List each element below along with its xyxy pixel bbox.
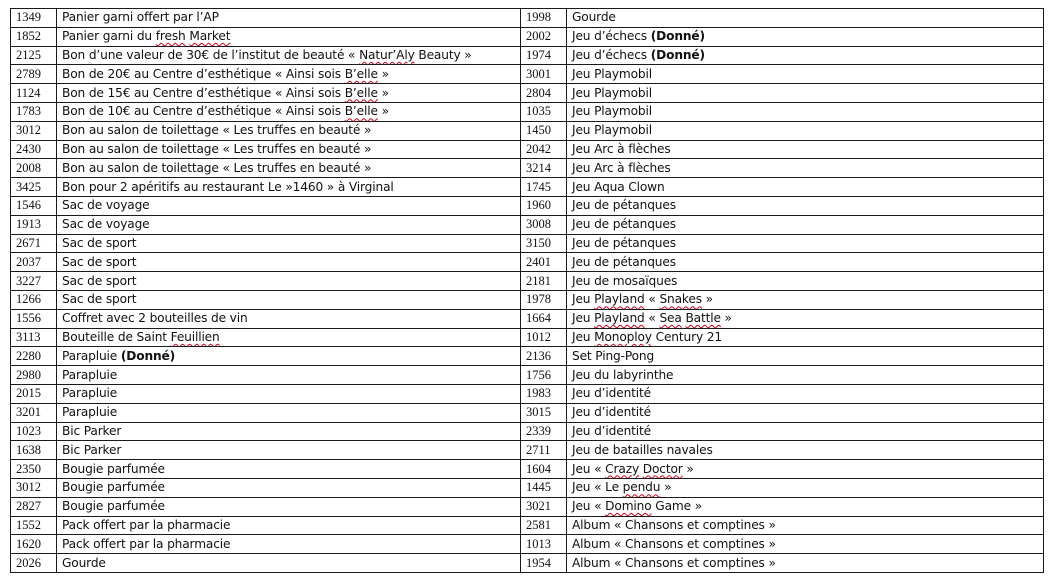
- item-text: Sac de sport: [62, 273, 137, 288]
- lot-description: [567, 215, 1044, 234]
- spellcheck-mark: B’elle: [344, 85, 378, 100]
- lot-description: [57, 347, 521, 366]
- table-row: [11, 497, 1044, 516]
- item-text: Sac de voyage: [62, 217, 150, 232]
- lot-number: 1556: [11, 309, 57, 328]
- lot-description: [567, 422, 1044, 441]
- spellcheck-mark: pendu: [622, 480, 661, 495]
- item-text: Jeu Arc à flèches: [572, 160, 671, 175]
- item-text: Parapluie: [62, 386, 118, 401]
- lot-number: 2804: [521, 84, 567, 103]
- item-text: Jeu d’échecs: [572, 29, 647, 44]
- lot-number: 3227: [11, 272, 57, 291]
- item-text: Jeu de pétanques: [572, 217, 676, 232]
- spellcheck-mark: Snakes: [659, 292, 702, 307]
- lot-description: [57, 65, 521, 84]
- lot-description: [567, 9, 1044, 28]
- lot-number: 2581: [521, 516, 567, 535]
- lot-number: 2350: [11, 460, 57, 479]
- item-text: Parapluie: [62, 367, 118, 382]
- spellcheck-mark: Battle: [685, 311, 721, 326]
- item-text: Jeu de pétanques: [572, 235, 676, 250]
- item-text: Bougie parfumée: [62, 461, 165, 476]
- lot-number: 2125: [11, 46, 57, 65]
- lot-number: 1450: [521, 121, 567, 140]
- item-text: Sac de sport: [62, 292, 137, 307]
- lot-description: [57, 140, 521, 159]
- given-tag: (Donné): [650, 29, 705, 44]
- item-text: Bon au salon de toilettage « Les truffes en beauté »: [62, 141, 372, 156]
- lot-number: 3201: [11, 403, 57, 422]
- spellcheck-mark: B’elle: [344, 66, 378, 81]
- table-row: [11, 347, 1044, 366]
- item-text: Bic Parker: [62, 442, 122, 457]
- lot-number: 1983: [521, 384, 567, 403]
- lot-description: [567, 366, 1044, 385]
- item-text: Panier garni offert par l’AP: [62, 10, 219, 25]
- lot-number: 1913: [11, 215, 57, 234]
- item-text: Gourde: [572, 10, 616, 25]
- lot-description: [567, 253, 1044, 272]
- lot-number: 1604: [521, 460, 567, 479]
- item-text: Jeu de pétanques: [572, 198, 676, 213]
- spellcheck-mark: Domino: [605, 499, 652, 514]
- lot-number: 3008: [521, 215, 567, 234]
- spellcheck-mark: Doctor: [642, 461, 683, 476]
- lot-number: 2430: [11, 140, 57, 159]
- item-text: Bic Parker: [62, 423, 122, 438]
- lot-description: [567, 234, 1044, 253]
- lot-description: [57, 366, 521, 385]
- table-row: [11, 290, 1044, 309]
- lot-description: [567, 347, 1044, 366]
- lot-number: 3150: [521, 234, 567, 253]
- item-text: Bon de 15€ au Centre d’esthétique « Ainsi sois B’elle »: [62, 85, 389, 100]
- item-text: Pack offert par la pharmacie: [62, 517, 231, 532]
- table-row: [11, 516, 1044, 535]
- lot-number: 1035: [521, 102, 567, 121]
- lot-description: [57, 478, 521, 497]
- lot-description: [567, 460, 1044, 479]
- item-text: Bon de 10€ au Centre d’esthétique « Ainsi sois B’elle »: [62, 104, 389, 119]
- lot-number: 1852: [11, 27, 57, 46]
- lot-description: [567, 65, 1044, 84]
- item-text: Jeu Aqua Clown: [572, 179, 665, 194]
- lot-number: 2002: [521, 27, 567, 46]
- lot-number: 1978: [521, 290, 567, 309]
- lot-description: [57, 290, 521, 309]
- lot-number: 2789: [11, 65, 57, 84]
- lot-description: [567, 384, 1044, 403]
- spellcheck-mark: Market: [189, 29, 231, 44]
- lot-number: 1552: [11, 516, 57, 535]
- item-text: Panier garni du fresh Market: [62, 29, 231, 44]
- lot-number: 1012: [521, 328, 567, 347]
- lot-number: 1756: [521, 366, 567, 385]
- table-row: [11, 554, 1044, 573]
- spellcheck-mark: Feuillien: [170, 329, 220, 344]
- item-text: Jeu Playmobil: [572, 85, 652, 100]
- spellcheck-mark: Crazy: [605, 461, 640, 476]
- item-text: Jeu « Domino Game »: [572, 499, 703, 514]
- lot-description: [57, 497, 521, 516]
- lot-description: [567, 159, 1044, 178]
- table-row: [11, 403, 1044, 422]
- lot-description: [57, 159, 521, 178]
- lot-number: 2181: [521, 272, 567, 291]
- lot-description: [57, 384, 521, 403]
- table-row: [11, 422, 1044, 441]
- table-row: [11, 272, 1044, 291]
- lot-number: 3113: [11, 328, 57, 347]
- item-text: Album « Chansons et comptines »: [572, 517, 776, 532]
- item-text: Bougie parfumée: [62, 480, 165, 495]
- lot-number: 2026: [11, 554, 57, 573]
- spellcheck-mark: fresh: [155, 29, 186, 44]
- table-row: [11, 441, 1044, 460]
- lot-number: 2037: [11, 253, 57, 272]
- item-text: Jeu Playland « Snakes »: [572, 292, 713, 307]
- lot-number: 3012: [11, 478, 57, 497]
- table-row: [11, 178, 1044, 197]
- lot-number: 2280: [11, 347, 57, 366]
- item-text: Jeu d’identité: [572, 423, 651, 438]
- table-row: [11, 384, 1044, 403]
- table-row: [11, 196, 1044, 215]
- item-text: Parapluie: [62, 405, 118, 420]
- item-text: Jeu « Le pendu »: [572, 480, 672, 495]
- item-text: Jeu du labyrinthe: [572, 367, 674, 382]
- table-row: [11, 366, 1044, 385]
- lot-description: [57, 441, 521, 460]
- item-text: Bon de 20€ au Centre d’esthétique « Ainsi sois B’elle »: [62, 66, 389, 81]
- lot-number: 1664: [521, 309, 567, 328]
- lot-description: [567, 121, 1044, 140]
- lot-number: 1013: [521, 535, 567, 554]
- lot-description: [567, 27, 1044, 46]
- table-row: [11, 159, 1044, 178]
- table-row: [11, 253, 1044, 272]
- lot-description: [57, 234, 521, 253]
- lot-number: 3001: [521, 65, 567, 84]
- lot-description: [57, 516, 521, 535]
- lot-description: [57, 535, 521, 554]
- item-text: Sac de sport: [62, 235, 137, 250]
- prize-table-body: [11, 9, 1044, 573]
- lot-number: 3012: [11, 121, 57, 140]
- lot-number: 1546: [11, 196, 57, 215]
- lot-description: [567, 497, 1044, 516]
- lot-number: 2339: [521, 422, 567, 441]
- lot-number: 1266: [11, 290, 57, 309]
- table-row: [11, 46, 1044, 65]
- lot-number: 2671: [11, 234, 57, 253]
- lot-number: 3425: [11, 178, 57, 197]
- item-text: Jeu de batailles navales: [572, 442, 713, 457]
- lot-description: [57, 46, 521, 65]
- spellcheck-mark: B’elle: [344, 104, 378, 119]
- item-text: Bon au salon de toilettage « Les truffes en beauté »: [62, 160, 372, 175]
- lot-description: [57, 272, 521, 291]
- item-text: Jeu de pétanques: [572, 254, 676, 269]
- lot-number: 3214: [521, 159, 567, 178]
- lot-number: 2136: [521, 347, 567, 366]
- item-text: Album « Chansons et comptines »: [572, 555, 776, 570]
- lot-number: 2827: [11, 497, 57, 516]
- spellcheck-mark: Playland: [594, 292, 645, 307]
- lot-description: [567, 102, 1044, 121]
- spellcheck-mark: Sea: [659, 311, 682, 326]
- lot-description: [567, 478, 1044, 497]
- item-text: Parapluie: [62, 348, 118, 363]
- item-text: Jeu Monoploy Century 21: [572, 329, 722, 344]
- item-text: Jeu Playmobil: [572, 123, 652, 138]
- lot-number: 2042: [521, 140, 567, 159]
- lot-description: [57, 84, 521, 103]
- lot-number: 2980: [11, 366, 57, 385]
- table-row: [11, 215, 1044, 234]
- lot-number: 1124: [11, 84, 57, 103]
- given-tag: (Donné): [120, 348, 176, 363]
- table-row: [11, 328, 1044, 347]
- lot-number: 1445: [521, 478, 567, 497]
- lot-description: [57, 9, 521, 28]
- lot-number: 1960: [521, 196, 567, 215]
- lot-description: [567, 140, 1044, 159]
- lot-description: [567, 196, 1044, 215]
- lot-description: [567, 516, 1044, 535]
- table-row: [11, 234, 1044, 253]
- item-text: Coffret avec 2 bouteilles de vin: [62, 311, 248, 326]
- lot-number: 1783: [11, 102, 57, 121]
- lot-number: 2015: [11, 384, 57, 403]
- item-text: Jeu Playland « Sea Battle »: [572, 311, 732, 326]
- lot-description: [57, 328, 521, 347]
- table-row: [11, 65, 1044, 84]
- table-row: [11, 9, 1044, 28]
- table-row: [11, 121, 1044, 140]
- lot-description: [567, 441, 1044, 460]
- lot-description: [567, 554, 1044, 573]
- lot-description: [57, 215, 521, 234]
- given-tag: (Donné): [650, 47, 705, 62]
- spellcheck-mark: Natur’Aly: [359, 47, 415, 62]
- item-text: Set Ping-Pong: [572, 348, 655, 363]
- lot-number: 2711: [521, 441, 567, 460]
- lot-number: 3015: [521, 403, 567, 422]
- lot-description: [57, 309, 521, 328]
- item-text: Bon au salon de toilettage « Les truffes en beauté »: [62, 123, 372, 138]
- lot-number: 1620: [11, 535, 57, 554]
- table-row: [11, 478, 1044, 497]
- lot-description: [57, 253, 521, 272]
- lot-number: 2008: [11, 159, 57, 178]
- table-row: [11, 460, 1044, 479]
- lot-number: 1954: [521, 554, 567, 573]
- lot-number: 1023: [11, 422, 57, 441]
- spellcheck-mark: Monoploy: [594, 329, 652, 344]
- lot-description: [57, 403, 521, 422]
- lot-description: [57, 196, 521, 215]
- table-row: [11, 140, 1044, 159]
- item-text: Jeu Arc à flèches: [572, 141, 671, 156]
- item-text: Jeu d’identité: [572, 405, 651, 420]
- item-text: Jeu « Crazy Doctor »: [572, 461, 694, 476]
- table-row: [11, 102, 1044, 121]
- lot-description: [567, 46, 1044, 65]
- lot-description: [567, 178, 1044, 197]
- prize-table: [10, 8, 1044, 573]
- item-text: Jeu de mosaïques: [572, 273, 678, 288]
- table-row: [11, 84, 1044, 103]
- item-text: Sac de voyage: [62, 198, 150, 213]
- lot-number: 1638: [11, 441, 57, 460]
- table-row: [11, 27, 1044, 46]
- lot-description: [57, 460, 521, 479]
- item-text: Bon pour 2 apéritifs au restaurant Le »1460 » à Virginal: [62, 179, 394, 194]
- lot-description: [567, 535, 1044, 554]
- item-text: Bougie parfumée: [62, 499, 165, 514]
- lot-description: [567, 403, 1044, 422]
- table-row: [11, 535, 1044, 554]
- spellcheck-mark: Playland: [594, 311, 645, 326]
- item-text: Jeu Playmobil: [572, 104, 652, 119]
- lot-description: [57, 102, 521, 121]
- item-text: Jeu d’identité: [572, 386, 651, 401]
- lot-number: 2401: [521, 253, 567, 272]
- lot-description: [567, 309, 1044, 328]
- item-text: Bouteille de Saint Feuillien: [62, 329, 220, 344]
- table-row: [11, 309, 1044, 328]
- lot-description: [567, 328, 1044, 347]
- lot-description: [57, 121, 521, 140]
- lot-description: [57, 178, 521, 197]
- lot-description: [57, 554, 521, 573]
- item-text: Jeu Playmobil: [572, 66, 652, 81]
- item-text: Album « Chansons et comptines »: [572, 536, 776, 551]
- lot-description: [567, 272, 1044, 291]
- item-text: Bon d’une valeur de 30€ de l’institut de beauté « Natur’Aly Beauty »: [62, 47, 472, 62]
- lot-number: 1998: [521, 9, 567, 28]
- lot-number: 3021: [521, 497, 567, 516]
- lot-number: 1349: [11, 9, 57, 28]
- lot-description: [567, 84, 1044, 103]
- item-text: Jeu d’échecs: [572, 47, 647, 62]
- item-text: Sac de sport: [62, 254, 137, 269]
- item-text: Pack offert par la pharmacie: [62, 536, 231, 551]
- item-text: Gourde: [62, 555, 106, 570]
- lot-number: 1974: [521, 46, 567, 65]
- document-page: [10, 8, 1043, 573]
- lot-number: 1745: [521, 178, 567, 197]
- lot-description: [57, 422, 521, 441]
- lot-description: [567, 290, 1044, 309]
- lot-description: [57, 27, 521, 46]
